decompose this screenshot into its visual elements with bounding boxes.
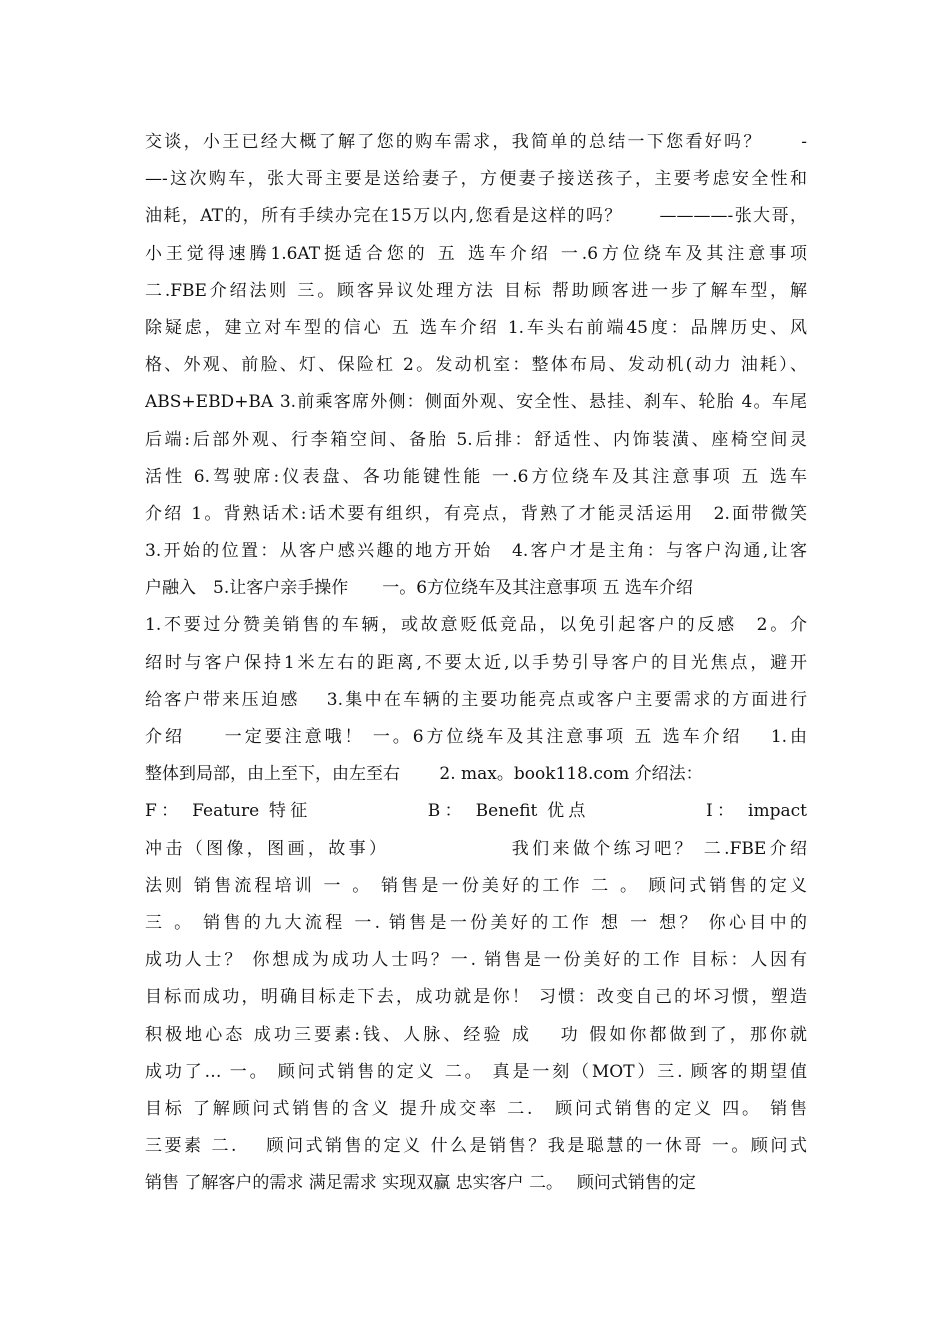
text-line: 目标 了解顾问式销售的含义 提升成交率 二. 顾问式销售的定义 四。 销售 [145,1098,807,1119]
text-line: 小王觉得速腾1.6AT挺适合您的 五 选车介绍 一.6方位绕车及其注意事项 [145,243,807,264]
text-line: 目标而成功，明确目标走下去，成功就是你！ 习惯：改变自己的坏习惯，塑造 [145,987,807,1008]
text-line: 三 。 销售的九大流程 一. 销售是一份美好的工作 想 一 想？ 你心目中的 [145,912,807,933]
text-line: 冲击（图像，图画，故事） 我们来做个练习吧？ 二.FBE介绍 [145,838,807,859]
text-line: 法则 销售流程培训 一 。 销售是一份美好的工作 二 。 顾问式销售的定义 [145,875,807,896]
text-line: 户融入 5.让客户亲手操作 一。6方位绕车及其注意事项 五 选车介绍 [145,578,693,599]
text-line: 成功了… 一。 顾问式销售的定义 二。 真是一刻（MOT）三. 顾客的期望值 [145,1061,807,1082]
text-line: F： Feature 特征 B： Benefit 优点 I： impact [145,801,807,822]
text-line: 销售 了解客户的需求 满足需求 实现双赢 忠实客户 二。 顾问式销售的定 [145,1173,696,1194]
text-line: —-这次购车，张大哥主要是送给妻子，方便妻子接送孩子，主要考虑安全性和 [145,169,807,190]
text-line: 格、外观、前脸、灯、保险杠 2。发动机室：整体布局、发动机(动力 油耗）、 [145,355,807,376]
text-line: 二.FBE介绍法则 三。顾客异议处理方法 目标 帮助顾客进一步了解车型，解 [145,280,807,301]
body-text [145,124,807,1202]
text-line: 给客户带来压迫感 3.集中在车辆的主要功能亮点或客户主要需求的方面进行 [145,689,807,710]
text-line: 3.开始的位置：从客户感兴趣的地方开始 4.客户才是主角：与客户沟通,让客 [145,541,807,562]
text-line: 交谈，小王已经大概了解了您的购车需求，我简单的总结一下您看好吗？ - [145,132,807,152]
text-line: ABS+EBD+BA 3.前乘客席外侧：侧面外观、安全性、悬挂、刹车、轮胎 4。车尾 [145,392,807,413]
text-line: 除疑虑，建立对车型的信心 五 选车介绍 1.车头右前端45度：品牌历史、风 [145,317,807,338]
text-line: 三要素 二. 顾问式销售的定义 什么是销售？我是聪慧的一休哥 一。顾问式 [145,1136,807,1157]
text-line: 后端:后部外观、行李箱空间、备胎 5.后排：舒适性、内饰装潢、座椅空间灵 [145,429,807,450]
text-line: 活性 6.驾驶席:仪表盘、各功能键性能 一.6方位绕车及其注意事项 五 选车 [145,466,807,487]
text-line: 1.不要过分赞美销售的车辆，或故意贬低竞品，以免引起客户的反感 2。介 [145,615,807,636]
text-line: 整体到局部，由上至下，由左至右 2. max。book118.com 介绍法： [145,764,703,785]
text-line: 积极地心态 成功三要素:钱、人脉、经验 成 功 假如你都做到了，那你就 [145,1024,807,1045]
text-line: 绍时与客户保持1米左右的距离,不要太近,以手势引导客户的目光焦点，避开 [145,652,807,673]
text-line: 介绍 一定要注意哦！ 一。6方位绕车及其注意事项 五 选车介绍 1.由 [145,727,807,747]
text-line: 成功人士？ 你想成为成功人士吗？一. 销售是一份美好的工作 目标：人因有 [145,950,807,971]
text-line: 介绍 1。背熟话术:话术要有组织，有亮点，背熟了才能灵活运用 2.面带微笑 [145,503,807,524]
text-line: 油耗，AT的，所有手续办完在15万以内,您看是这样的吗？ ————-张大哥， [145,206,807,227]
